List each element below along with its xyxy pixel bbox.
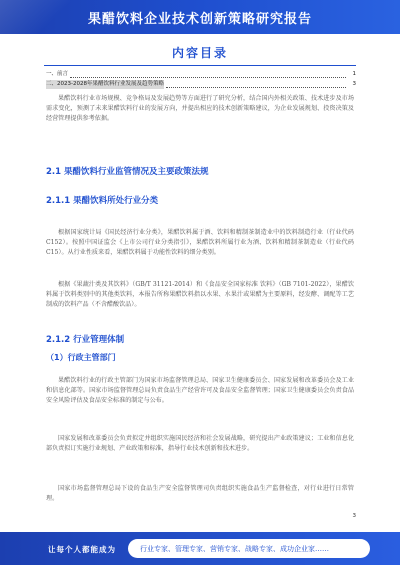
toc-entry-page: 1: [352, 71, 356, 77]
report-footer: [0, 532, 400, 565]
section-heading-2-1: 2.1 果醋饮料行业监管情况及主要政策法规: [46, 167, 209, 177]
report-title: 果醋饮料企业技术创新策略研究报告: [87, 12, 312, 27]
intro-paragraph: 果醋饮料行业市场规模、竞争格局及发展趋势等方面进行了研究分析，结合国内外相关政策、技术进步及市场需求变化，预测了未来果醋饮料行业的发展方向，并提出相应的技术创新策略建议，为企业发展规划、投资决策及经营管理提供参考依据。: [46, 95, 354, 122]
toc-entry-1[interactable]: [46, 70, 356, 79]
body-paragraph: 根据《果蔬汁类及其饮料》（GB/T 31121-2014）和《食品安全国家标准 饮料》（GB 7101-2022），果醋饮料属于饮料类别中的其他类饮料，本报告所称果醋饮料指以水果、水果汁或果醋为主要原料，经发酵、调配等工艺制成的饮料产品（不含醋酸饮品）。: [46, 281, 354, 308]
subsection-heading-admin: （1）行政主管部门: [46, 353, 116, 362]
toc-title: 内容目录: [171, 46, 228, 60]
body-paragraph: 根据国家统计局《国民经济行业分类》，果醋饮料属于酒、饮料和精制茶制造业中的饮料制造行业（行业代码C152）。按照中国证监会《上市公司行业分类指引》，果醋饮料所属行业为酒、饮料和精制茶制造业（行业代码C15）。从行业性质来看，果醋饮料属于功能性饮料的细分类别。: [46, 229, 354, 256]
page-number: 3: [352, 513, 356, 519]
body-paragraph: 国家市场监督管理总局下设的食品生产安全监督管理司负责组织实施食品生产监督检查，对行业进行日常管理。: [46, 485, 354, 502]
section-heading-2-1-1: 2.1.1 果醋饮料所处行业分类: [46, 196, 159, 206]
body-paragraph: 国家发展和改革委员会负责拟定并组织实施国民经济和社会发展战略，研究提出产业政策建议；工业和信息化部负责拟订实施行业规划、产业政策和标准，指导行业技术创新和技术进步。: [46, 435, 354, 452]
footer-roles: 行业专家、管理专家、营销专家、战略专家、成功企业家……: [140, 545, 329, 553]
toc-leader-dots: [166, 82, 346, 88]
report-header: [0, 0, 400, 34]
footer-slogan: 让每个人都能成为: [48, 545, 116, 554]
toc-divider: [44, 65, 356, 66]
toc-entry-label: 一、前言: [46, 71, 69, 77]
toc-entry-page: 3: [352, 81, 356, 87]
toc-entry-2[interactable]: [46, 80, 356, 89]
toc-entry-label: 二、2023-2028年果醋饮料行业发展及趋势策略: [46, 81, 164, 87]
section-heading-2-1-2: 2.1.2 行业管理体制: [46, 335, 125, 345]
toc-leader-dots: [70, 72, 346, 78]
body-paragraph: 果醋饮料行业的行政主管部门为国家市场监督管理总局、国家卫生健康委员会、国家发展和改革委员会及工业和信息化部等。国家市场监督管理总局负责食品生产经营许可及食品安全监督管理；国家卫生健康委员会负责食品安全风险评估及食品安全标准的制定与公布。: [46, 377, 354, 404]
